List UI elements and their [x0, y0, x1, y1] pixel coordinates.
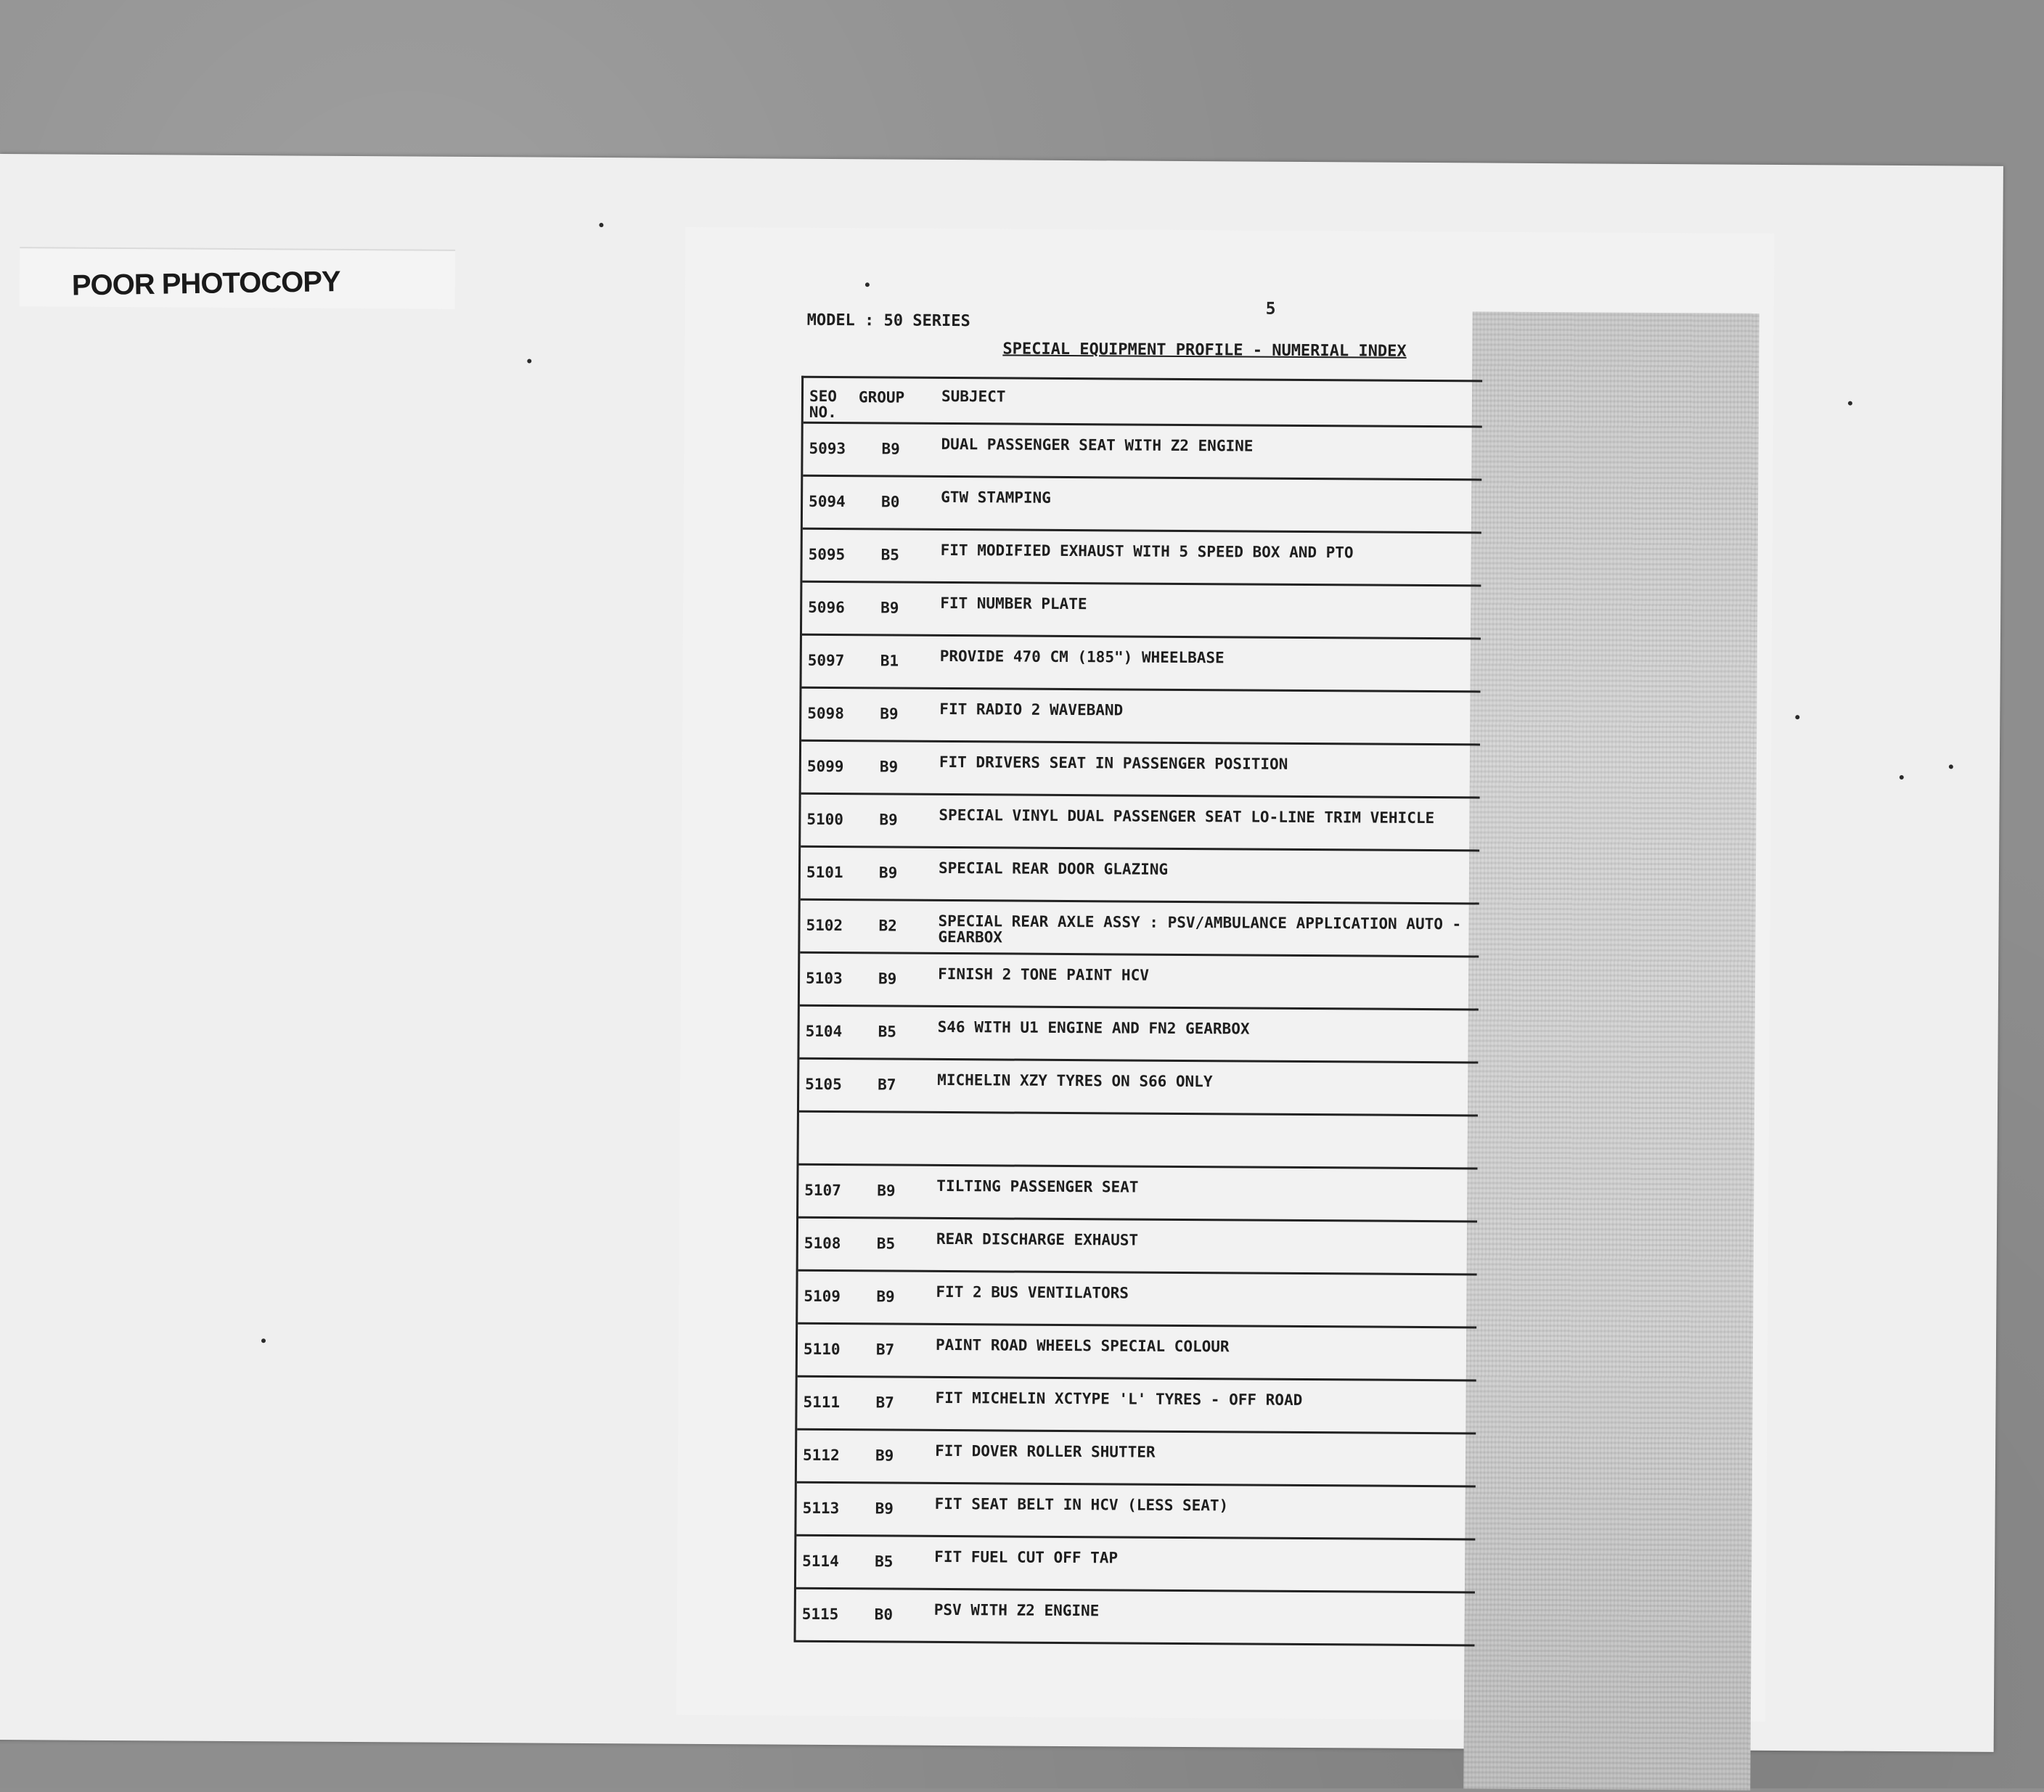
- table-row: [798, 1219, 1477, 1276]
- document-page: [676, 227, 1774, 1722]
- document-title: SPECIAL EQUIPMENT PROFILE - NUMERIAL INDEX: [1002, 340, 1407, 361]
- row-subject: SPECIAL REAR DOOR GLAZING: [938, 859, 1169, 878]
- row-group: B7: [878, 1076, 896, 1094]
- table-row: [798, 1272, 1476, 1329]
- row-subject: DUAL PASSENGER SEAT WITH Z2 ENGINE: [941, 435, 1254, 455]
- row-subject: FIT MICHELIN XCTYPE 'L' TYRES - OFF ROAD: [935, 1388, 1303, 1409]
- table-row: [803, 424, 1481, 481]
- row-subject: FIT FUEL CUT OFF TAP: [934, 1547, 1119, 1567]
- row-seo-no: 5098: [807, 704, 844, 723]
- row-group: B1: [880, 652, 899, 670]
- row-group: B9: [875, 1447, 894, 1465]
- row-seo-no: 5114: [802, 1552, 839, 1571]
- row-subject: PSV WITH Z2 ENGINE: [933, 1600, 1100, 1620]
- table-row: [801, 689, 1480, 746]
- row-subject: [937, 1125, 1474, 1129]
- row-subject: GTW STAMPING: [941, 488, 1051, 507]
- table-row: [801, 795, 1479, 852]
- dust-speck: [1795, 715, 1799, 719]
- row-seo-no: 5094: [809, 492, 846, 511]
- row-subject: FIT NUMBER PLATE: [940, 594, 1087, 613]
- row-seo-no: 5104: [805, 1022, 843, 1041]
- row-group: B9: [878, 864, 898, 882]
- row-subject: FIT MODIFIED EXHAUST WITH 5 SPEED BOX AND PTO: [940, 541, 1354, 562]
- photocopy-noise-strip: [1463, 311, 1759, 1790]
- row-seo-no: 5107: [804, 1181, 841, 1200]
- row-group: B9: [879, 811, 898, 829]
- row-seo-no: 5111: [803, 1393, 841, 1412]
- table-row: [802, 530, 1481, 587]
- paper-sheet: [0, 154, 2003, 1752]
- row-seo-no: 5095: [808, 545, 846, 564]
- row-group: B5: [876, 1235, 896, 1253]
- row-group: B9: [877, 1182, 896, 1200]
- row-seo-no: 5108: [804, 1234, 841, 1253]
- row-subject: MICHELIN XZY TYRES ON S66 ONLY: [937, 1071, 1213, 1091]
- table-row: [799, 1007, 1478, 1064]
- dust-speck: [261, 1338, 266, 1343]
- table-row: [797, 1378, 1476, 1435]
- table-row: [802, 636, 1481, 693]
- row-subject: TILTING PASSENGER SEAT: [936, 1177, 1139, 1196]
- row-seo-no: 5096: [808, 598, 845, 617]
- row-seo-no: 5099: [806, 757, 844, 776]
- table-row: [798, 1166, 1477, 1223]
- table-row: [801, 742, 1480, 799]
- model-line: MODEL : 50 SERIES: [806, 311, 970, 331]
- row-subject: FIT DRIVERS SEAT IN PASSENGER POSITION: [939, 753, 1288, 773]
- row-subject: SPECIAL REAR AXLE ASSY : PSV/AMBULANCE APPLICATION AUTO - GEARBOX: [938, 912, 1462, 946]
- row-seo-no: 5097: [807, 651, 845, 670]
- dust-speck: [1848, 401, 1852, 406]
- dust-speck: [1949, 764, 1953, 769]
- row-subject: SPECIAL VINYL DUAL PASSENGER SEAT LO-LINE TRIM VEHICLE: [939, 806, 1435, 827]
- row-seo-no: 5110: [803, 1340, 841, 1359]
- table-row: [796, 1537, 1475, 1594]
- header-subject: SUBJECT: [941, 387, 1006, 406]
- header-group: GROUP: [858, 388, 905, 406]
- row-seo-no: 5101: [806, 863, 843, 882]
- page-number: 5: [1265, 299, 1276, 319]
- row-group: B7: [875, 1394, 894, 1412]
- table-row: [801, 848, 1479, 905]
- table-body: [796, 424, 1481, 1647]
- row-group: B5: [878, 1023, 897, 1041]
- table-row: [798, 1325, 1476, 1382]
- table-row: [797, 1431, 1476, 1488]
- index-table: [793, 376, 1482, 1647]
- dust-speck: [865, 282, 870, 287]
- row-group: B5: [880, 546, 900, 564]
- row-group: B7: [875, 1341, 895, 1359]
- row-group: B9: [879, 758, 899, 776]
- row-group: B9: [878, 970, 897, 988]
- row-group: B9: [876, 1288, 895, 1306]
- row-seo-no: 5103: [806, 969, 843, 988]
- row-group: B9: [880, 705, 899, 723]
- row-seo-no: 5100: [806, 810, 844, 829]
- row-seo-no: 5093: [809, 439, 846, 458]
- row-group: B5: [875, 1552, 894, 1571]
- row-subject: PROVIDE 470 CM (185") WHEELBASE: [939, 647, 1225, 667]
- row-group: B2: [878, 917, 897, 935]
- row-group: B0: [874, 1605, 894, 1624]
- row-group: B0: [881, 493, 900, 511]
- row-seo-no: 5115: [801, 1605, 839, 1624]
- row-subject: FINISH 2 TONE PAINT HCV: [938, 965, 1149, 984]
- row-seo-no: 5112: [802, 1446, 840, 1465]
- table-row: [799, 1113, 1478, 1170]
- row-group: B9: [880, 599, 899, 617]
- dust-speck: [599, 223, 603, 227]
- dust-speck: [1900, 775, 1904, 780]
- table-row: [802, 583, 1481, 640]
- table-row: [799, 1060, 1478, 1117]
- row-seo-no: 5102: [806, 916, 843, 935]
- table-row: [796, 1590, 1474, 1647]
- row-seo-no: 5109: [804, 1287, 841, 1306]
- row-subject: FIT RADIO 2 WAVEBAND: [939, 700, 1124, 719]
- dust-speck: [527, 359, 531, 363]
- table-header: [804, 378, 1482, 428]
- table-row: [800, 954, 1479, 1011]
- poor-photocopy-stamp: POOR PHOTOCOPY: [71, 265, 340, 302]
- row-subject: FIT SEAT BELT IN HCV (LESS SEAT): [934, 1494, 1229, 1515]
- row-seo-no: 5113: [802, 1499, 840, 1518]
- header-seo-no: SEO NO.: [809, 387, 837, 422]
- row-seo-no: 5105: [805, 1075, 842, 1094]
- row-subject: PAINT ROAD WHEELS SPECIAL COLOUR: [935, 1335, 1230, 1356]
- row-group: B9: [875, 1500, 894, 1518]
- table-row: [800, 901, 1479, 958]
- table-row: [803, 477, 1481, 534]
- row-subject: S46 WITH U1 ENGINE AND FN2 GEARBOX: [937, 1018, 1250, 1038]
- row-subject: REAR DISCHARGE EXHAUST: [936, 1230, 1139, 1249]
- row-subject: FIT DOVER ROLLER SHUTTER: [935, 1441, 1156, 1461]
- table-row: [796, 1484, 1475, 1541]
- row-subject: FIT 2 BUS VENTILATORS: [936, 1282, 1129, 1302]
- row-group: B9: [881, 440, 900, 458]
